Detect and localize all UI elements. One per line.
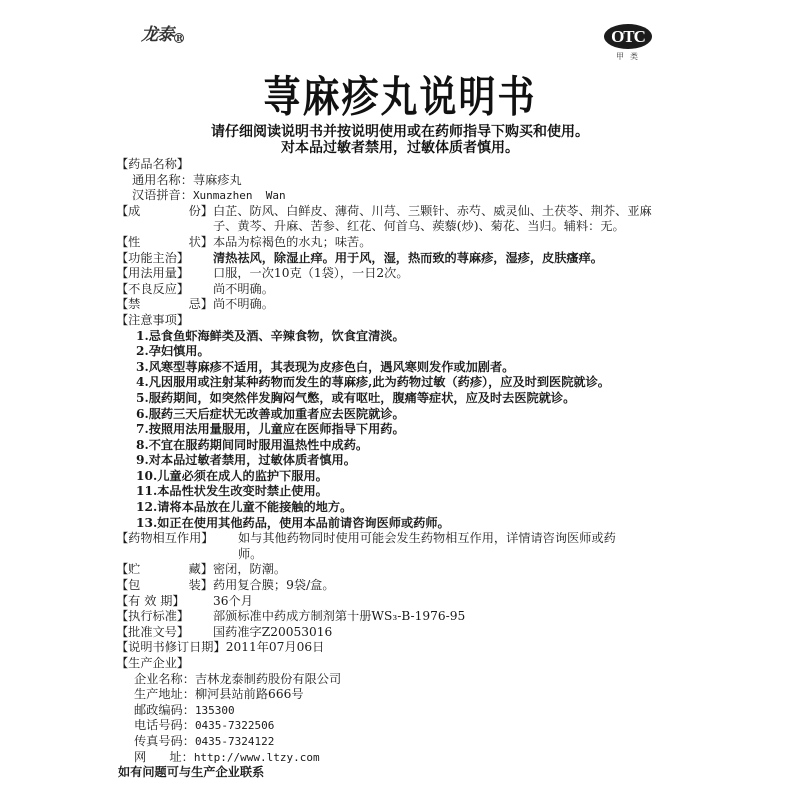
section-label: 【生产企业】: [116, 656, 190, 670]
section-label: 【不良反应】: [116, 281, 190, 296]
section-value: 密闭，防潮。: [213, 562, 287, 577]
section-appearance: [116, 235, 676, 251]
brand-logo: [141, 20, 184, 45]
section-label: [116, 562, 213, 578]
registered-mark-icon: R: [174, 33, 184, 43]
label-part: 【性: [116, 234, 141, 249]
website-link[interactable]: http://www.ltzy.com: [193, 750, 320, 764]
phone-row: [116, 718, 676, 734]
notice-line-1: 请仔细阅读说明书并按说明使用或在药师指导下购买和使用。: [211, 124, 589, 140]
label-part: 状】: [188, 234, 213, 249]
field-value: 吉林龙泰制药股份有限公司: [194, 671, 342, 686]
generic-name-row: [116, 173, 676, 189]
label-part: 【包: [116, 578, 141, 593]
field-value: 135300: [194, 703, 235, 717]
section-indications: [116, 251, 676, 267]
field-label: 网 址：: [134, 749, 194, 764]
section-value: 如与其他药物同时使用可能会发生药物相互作用，详情请咨询医师或药师。: [238, 531, 616, 561]
section-ingredients: [116, 204, 676, 235]
precaution-item: 13.如正在使用其他药品，使用本品前请咨询医师或药师。: [136, 515, 450, 530]
label-part: 【禁: [116, 297, 141, 312]
precaution-item: 3.风寒型荨麻疹不适用，其表现为皮疹色白，遇风寒则发作或加剧者。: [136, 359, 515, 374]
section-label: 【批准文号】: [116, 624, 190, 639]
field-value: 荨麻疹丸: [192, 172, 242, 187]
precaution-item: 4.凡因服用或注射某种药物而发生的荨麻疹,此为药物过敏（药疹），应及时到医院就诊。: [136, 375, 610, 390]
precaution-item: 1.忌食鱼虾海鲜类及酒、辛辣食物，饮食宜清淡。: [136, 328, 405, 343]
section-revision-date: [116, 640, 676, 656]
section-value: 36个月: [213, 593, 253, 608]
section-value: 部颁标准中药成方制剂第十册WS₃-B-1976-95: [213, 609, 466, 624]
page-title: 荨麻疹丸说明书: [263, 71, 537, 122]
label-part: 忌】: [188, 297, 213, 312]
section-contraindications: [116, 297, 676, 313]
otc-class-label: 甲类: [616, 52, 644, 61]
section-value: 尚不明确。: [213, 281, 274, 296]
label-part: 【贮: [116, 562, 141, 577]
precaution-item: 7.按照用法用量服用，儿童应在医师指导下用药。: [136, 422, 405, 437]
section-drug-name-heading: [116, 157, 676, 173]
precaution-item: 6.服药三天后症状无改善或加重者应去医院就诊。: [136, 406, 405, 421]
contact-footer: 如有问题可与生产企业联系: [118, 765, 265, 780]
field-value: 0435-7322506: [194, 719, 275, 733]
section-label: 【执行标准】: [116, 609, 190, 624]
section-dosage: [116, 266, 676, 282]
notice-line-2: 对本品过敏者禁用，过敏体质者慎用。: [281, 140, 519, 156]
section-value: 口服，一次10克（1袋），一日2次。: [213, 266, 409, 281]
precaution-item: 8.不宜在服药期间同时服用温热性中成药。: [136, 437, 369, 452]
section-value: 2011年07月06日: [225, 640, 325, 655]
otc-badge: OTC: [604, 24, 652, 49]
section-label: 【用法用量】: [116, 266, 190, 281]
precaution-item: 2.孕妇慎用。: [136, 344, 210, 359]
section-label: 【有 效 期】: [116, 593, 185, 608]
section-label: [116, 578, 213, 594]
section-label: 【注意事项】: [116, 312, 190, 327]
precaution-item: 12.请将本品放在儿童不能接触的地方。: [136, 500, 353, 515]
field-value: 柳河县站前路666号: [194, 687, 304, 702]
brand-name: 龙泰: [141, 25, 173, 45]
field-value: 0435-7324122: [194, 734, 275, 748]
section-label: [116, 297, 213, 313]
field-label: 通用名称：: [132, 172, 193, 187]
section-validity: [116, 594, 676, 610]
section-standard: [116, 609, 676, 625]
manufacturer-name-row: [116, 672, 676, 688]
section-precautions-heading: [116, 313, 676, 329]
field-label: 生产地址：: [134, 687, 195, 702]
section-label: 【药物相互作用】: [116, 531, 214, 546]
field-label: 汉语拼音：: [132, 188, 193, 203]
field-label: 传真号码：: [134, 733, 195, 748]
section-package: [116, 578, 676, 594]
section-label: 【功能主治】: [116, 250, 190, 265]
section-storage: [116, 562, 676, 578]
section-label: 【药品名称】: [116, 157, 190, 171]
label-part: 【成: [116, 203, 141, 218]
section-interactions: [116, 531, 676, 562]
field-label: 电话号码：: [134, 718, 195, 733]
section-value: 国药准字Z20053016: [213, 624, 333, 639]
section-label: 【说明书修订日期】: [116, 640, 226, 655]
section-value: 药用复合膜；9袋/盒。: [213, 578, 335, 593]
section-value: 白芷、防风、白鲜皮、薄荷、川芎、三颗针、赤芍、威灵仙、土茯苓、荆芥、亚麻子、黄芩、升麻、苦参、红花、何首乌、蒺藜(炒)、菊花、当归。辅料：无。: [213, 203, 652, 234]
label-part: 份】: [188, 203, 213, 218]
section-label: [116, 235, 213, 251]
fax-row: [116, 734, 676, 750]
postal-code-row: [116, 703, 676, 719]
section-adverse-reactions: [116, 282, 676, 298]
precaution-item: 10.儿童必须在成人的监护下服用。: [136, 468, 328, 483]
label-part: 藏】: [188, 562, 213, 577]
website-row: [116, 750, 676, 766]
section-value: 本品为棕褐色的水丸；味苦。: [213, 234, 372, 249]
section-value: 清热祛风，除湿止痒。用于风，湿，热而致的荨麻疹，湿疹，皮肤瘙痒。: [213, 250, 603, 265]
precaution-item: 9.对本品过敏者禁用，过敏体质者慎用。: [136, 453, 356, 468]
label-part: 装】: [188, 578, 213, 593]
section-approval-number: [116, 625, 676, 641]
pinyin-row: [116, 188, 676, 204]
field-label: 企业名称：: [134, 671, 195, 686]
field-label: 邮政编码：: [134, 702, 195, 717]
precaution-item: 11.本品性状发生改变时禁止使用。: [136, 484, 328, 499]
section-value: 尚不明确。: [213, 297, 274, 312]
section-manufacturer-heading: [116, 656, 676, 672]
leaflet-body: [116, 157, 676, 781]
section-label: [116, 204, 213, 235]
field-value: Xunmazhen Wan: [192, 189, 286, 203]
precaution-item: 5.服药期间，如突然伴发胸闷气憋，或有呕吐，腹痛等症状，应及时去医院就诊。: [136, 390, 576, 405]
manufacturer-address-row: [116, 687, 676, 703]
